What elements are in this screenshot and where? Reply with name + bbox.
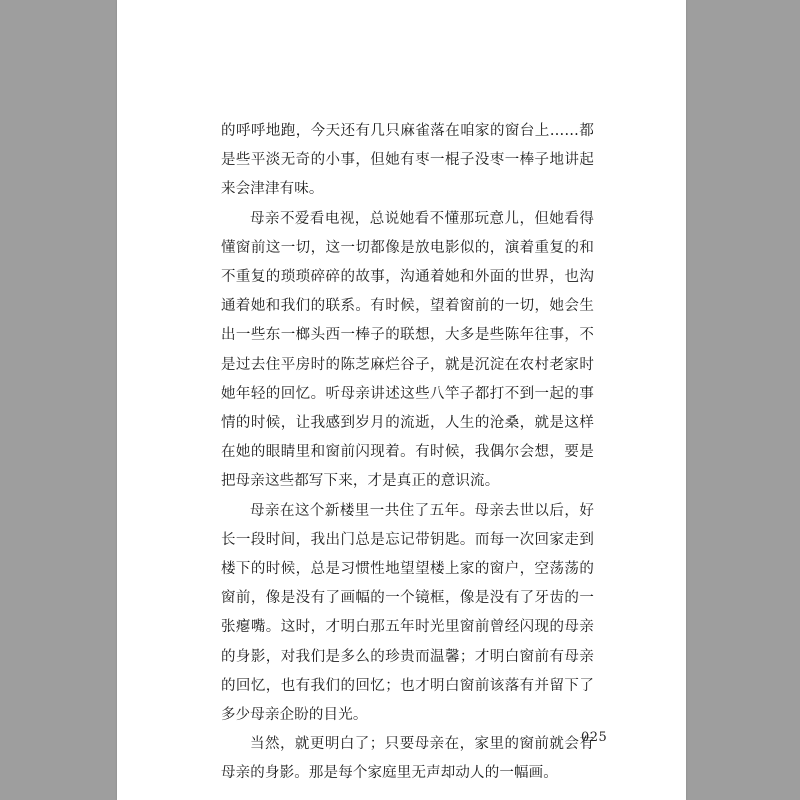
paragraph: 母亲在这个新楼里一共住了五年。母亲去世以后，好长一段时间，我出门总是忘记带钥匙。而每一次回家走到楼下的时候，总是习惯性地望望楼上家的窗户，空荡荡的窗前，像是没有了画幅的一个镜框，像是没有了牙齿的一张瘪嘴。这时，才明白那五年时光里窗前曾经闪现的母亲的身影，对我们是多么的珍贵而温馨；才明白窗前有母亲的回忆，也有我们的回忆；也才明白窗前该落有并留下了多少母亲企盼的目光。 xyxy=(221,502,594,724)
page-number: 025 xyxy=(581,730,608,745)
book-page xyxy=(117,0,686,800)
paragraph: 母亲不爱看电视，总说她看不懂那玩意儿，但她看得懂窗前这一切，这一切都像是放电影似的，演着重复的和不重复的琐琐碎碎的故事，沟通着她和外面的世界，也沟通着她和我们的联系。有时候，望着窗前的一切，她会生出一些东一榔头西一棒子的联想，大多是些陈年往事，不是过去住平房时的陈芝麻烂谷子，就是沉淀在农村老家时她年轻的回忆。听母亲讲述这些八竿子都打不到一起的事情的时候，让我感到岁月的流逝，人生的沧桑，就是这样在她的眼睛里和窗前闪现着。有时候，我偶尔会想，要是把母亲这些都写下来，才是真正的意识流。 xyxy=(221,210,594,490)
paragraph-continuation: 的呼呼地跑，今天还有几只麻雀落在咱家的窗台上……都是些平淡无奇的小事，但她有枣一棍子没枣一棒子地讲起来会津津有味。 xyxy=(221,123,594,198)
body-text xyxy=(221,117,594,789)
paragraph: 当然，就更明白了；只要母亲在，家里的窗前就会有母亲的身影。那是每个家庭里无声却动人的一幅画。 xyxy=(221,736,594,782)
